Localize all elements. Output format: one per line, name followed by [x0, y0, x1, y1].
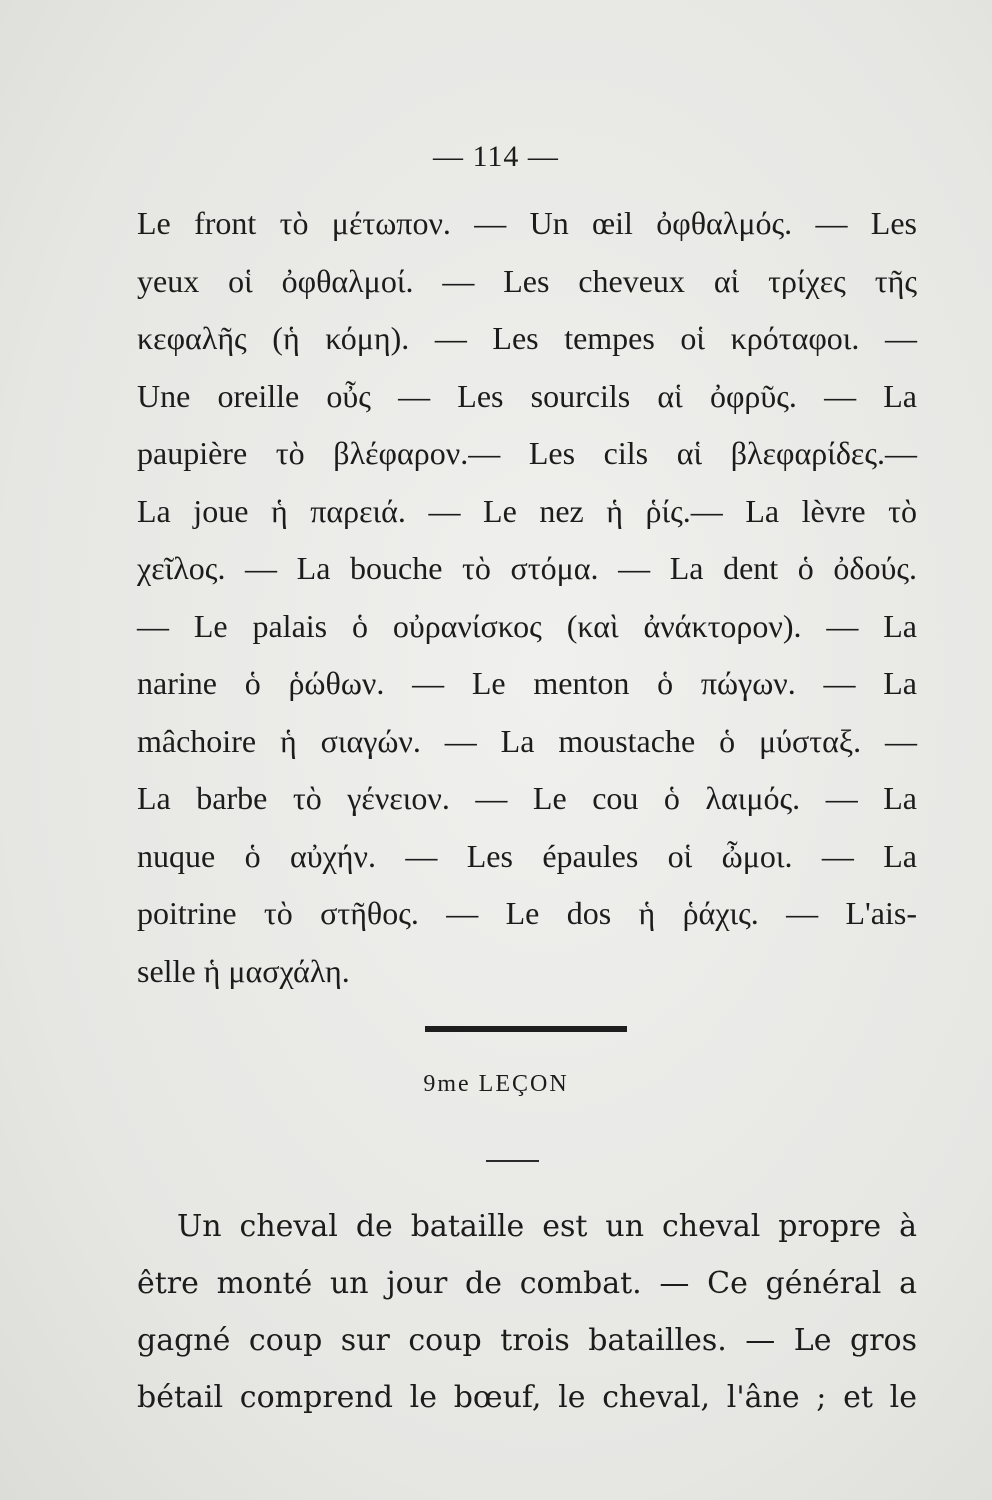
vocab-line: selle ἡ μασχάλη. [137, 952, 350, 989]
vocabulary-block [137, 195, 917, 1000]
vocab-line: χεῖλος. — La bouche τὸ στόμα. — La dent ὁ ὀδούς. [137, 550, 917, 586]
paragraph-line: bétail comprend le bœuf, le cheval, l'âne ; et le [137, 1380, 917, 1415]
lesson-title: 9me LEÇON [423, 1071, 569, 1097]
paragraph-line: gagné coup sur coup trois batailles. — Le gros [137, 1323, 917, 1358]
paragraph-line: Un cheval de bataille est un cheval propre à [177, 1209, 917, 1244]
title-underline [486, 1160, 539, 1162]
vocab-line: — Le palais ὁ οὐρανίσκος (καὶ ἀνάκτορον). — La [137, 607, 917, 644]
page-number: — 114 — [433, 140, 559, 173]
vocab-line: nuque ὁ αὐχήν. — Les épaules οἱ ὦμοι. — La [137, 837, 917, 874]
section-divider [425, 1026, 627, 1032]
vocab-line: La joue ἡ παρειά. — Le nez ἡ ῥίς.— La lèvre τὸ [137, 492, 917, 529]
vocab-line: narine ὁ ῥώθων. — Le menton ὁ πώγων. — La [137, 665, 917, 701]
vocab-line: paupière τὸ βλέφαρον.— Les cils αἱ βλεφαρίδες.— [137, 435, 917, 471]
vocab-line: Une oreille οὖς — Les sourcils αἱ ὀφρῦς. — La [137, 377, 917, 414]
lesson-paragraph [137, 1198, 917, 1426]
vocab-line: Le front τὸ μέτωπον. — Un œil ὀφθαλμός. — Les [137, 205, 917, 241]
vocab-line: poitrine τὸ στῆθος. — Le dos ἡ ῥάχις. — L'ais- [137, 895, 917, 931]
paragraph-line: être monté un jour de combat. — Ce général a [137, 1266, 917, 1301]
vocab-line: yeux οἱ ὀφθαλμοί. — Les cheveux αἱ τρίχες τῆς [137, 262, 917, 299]
vocab-line: mâchoire ἡ σιαγών. — La moustache ὁ μύσταξ. — [137, 722, 917, 759]
vocab-line: La barbe τὸ γένειον. — Le cou ὁ λαιμός. — La [137, 780, 917, 816]
vocab-line: κεφαλῆς (ἡ κόμη). — Les tempes οἱ κρόταφοι. — [137, 320, 917, 356]
